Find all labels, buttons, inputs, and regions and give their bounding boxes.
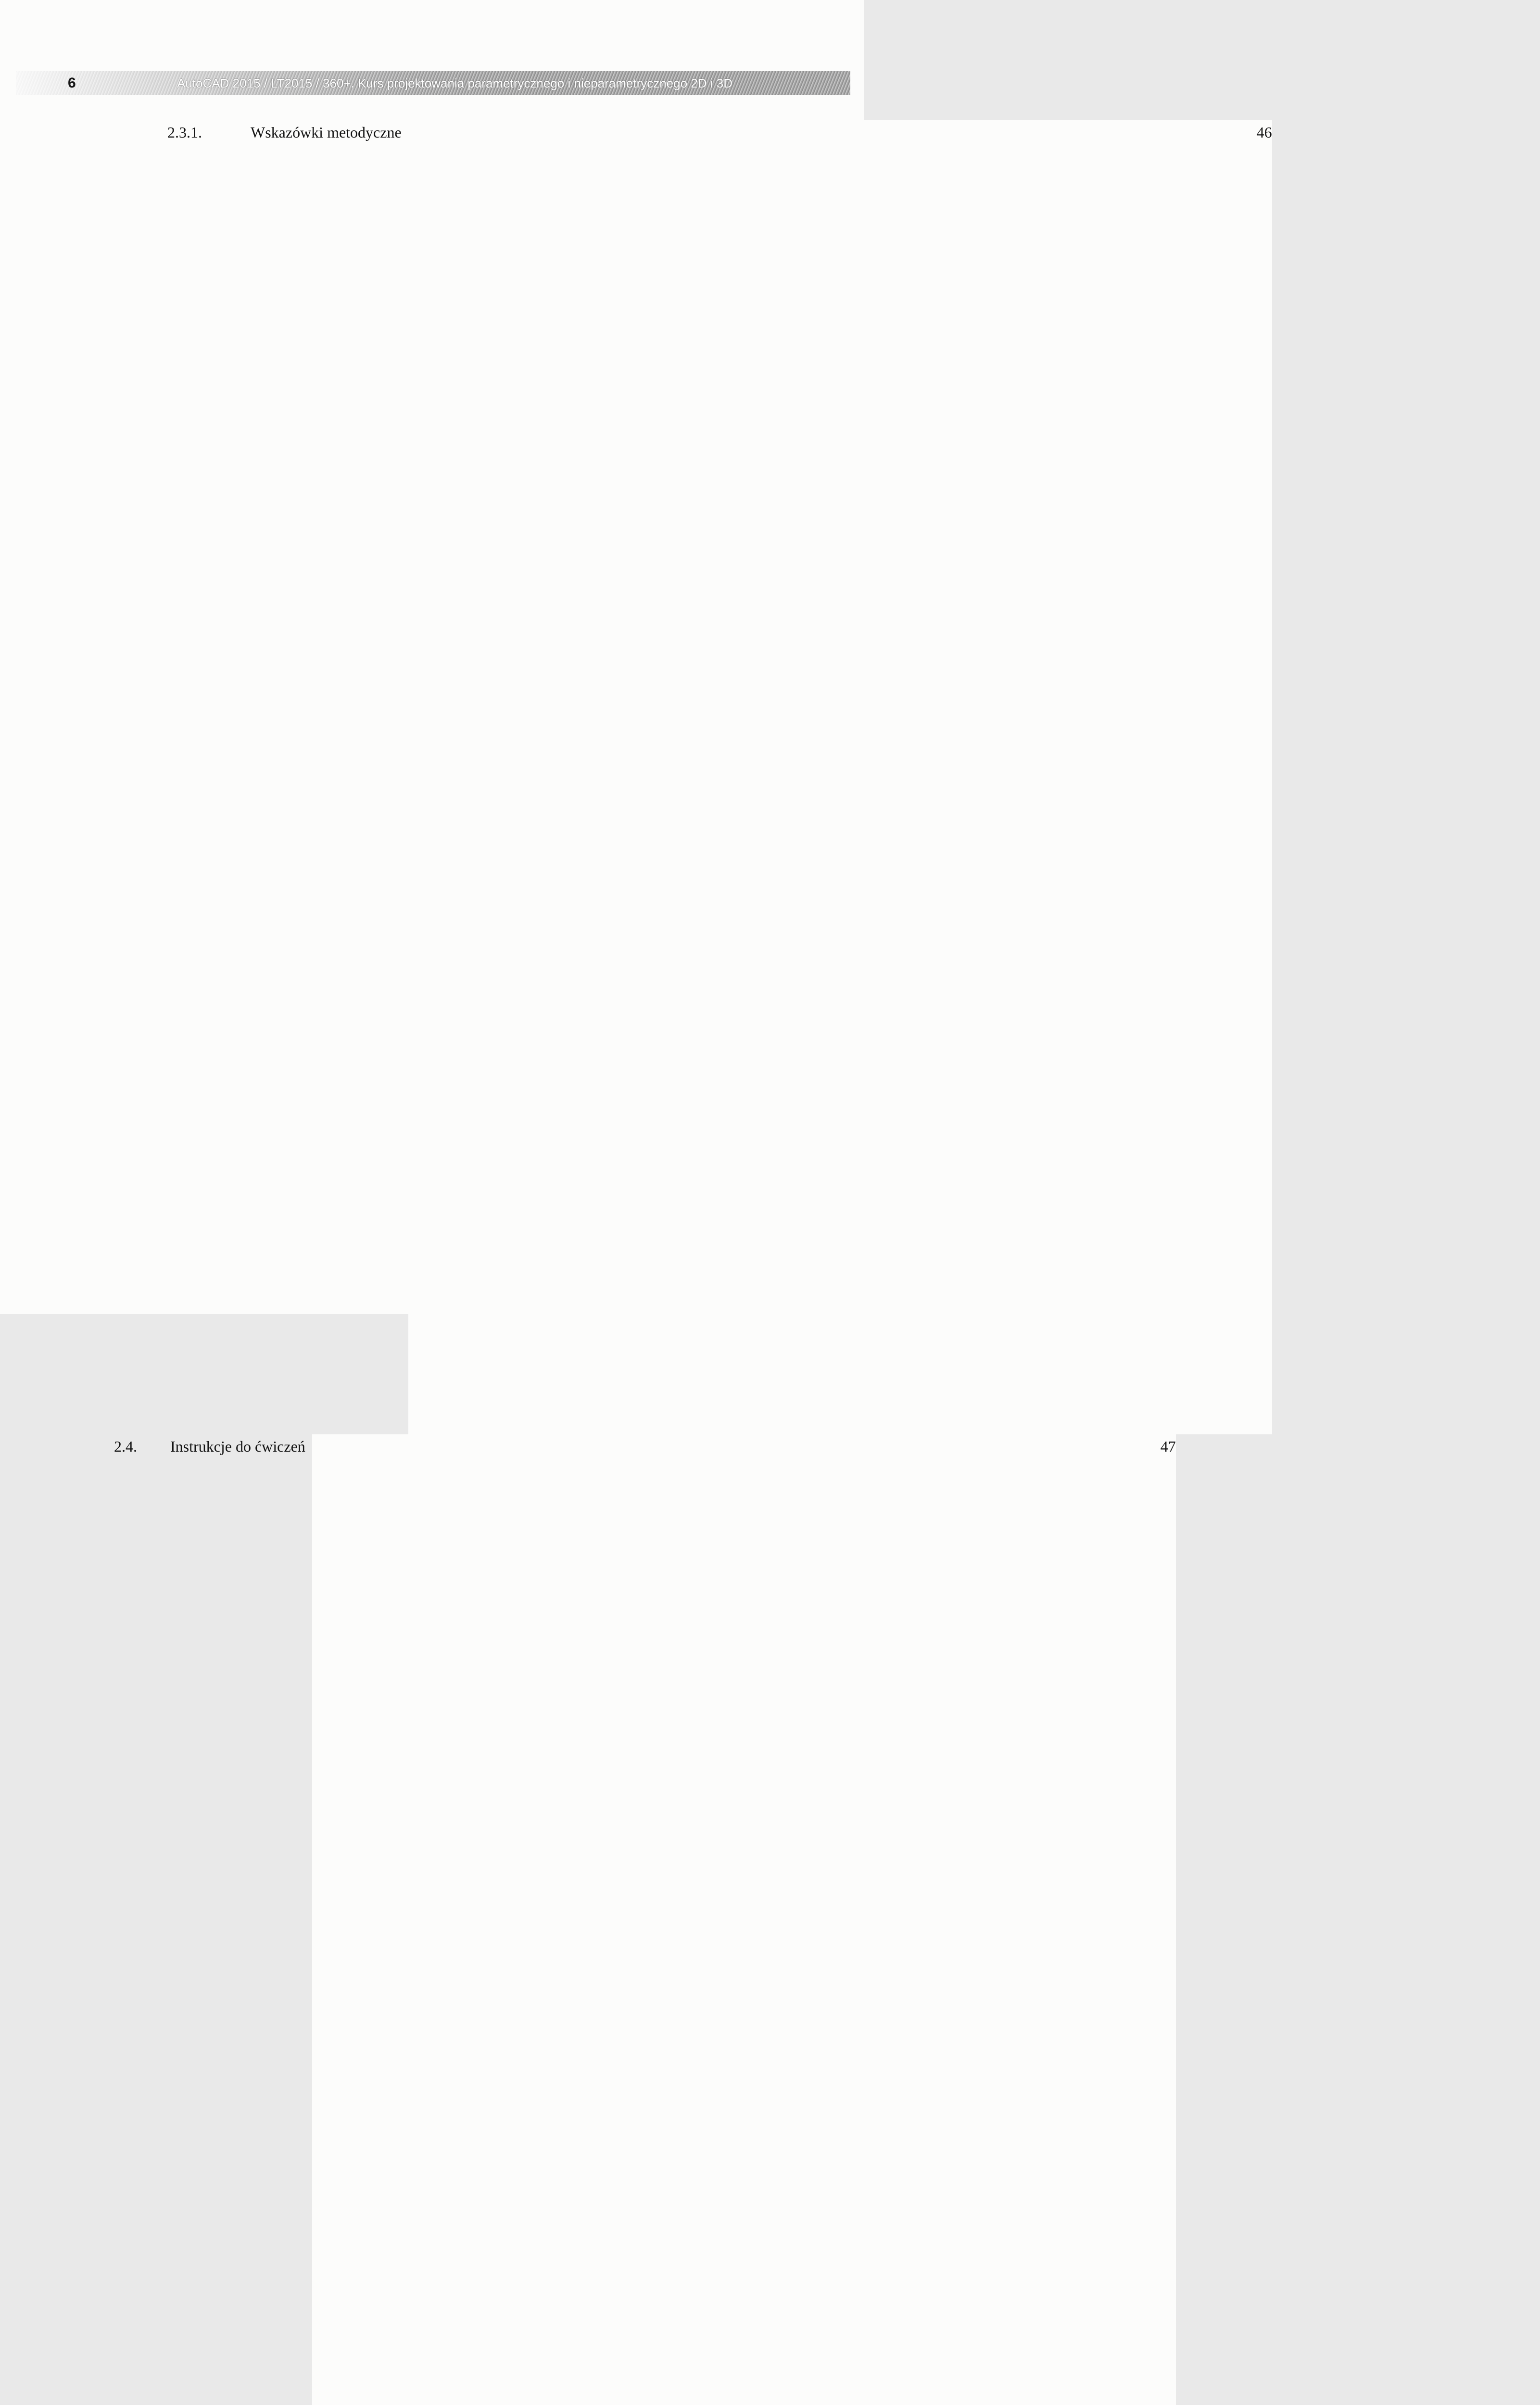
toc-entry-page: 46: [408, 120, 1272, 1434]
toc-entry: [75, 120, 1272, 1434]
toc-entry-title: Wskazówki metodyczne: [251, 124, 402, 141]
book-page: [0, 0, 1272, 1455]
running-header-title: AutoCAD 2015 / LT2015 / 360+. Kurs projektowania parametrycznego i nieparametrycznego 2D i 3D: [177, 76, 732, 90]
toc-entry-number: 2.4.: [114, 1438, 137, 1455]
table-of-contents: [75, 120, 1272, 2405]
toc-entry-page: 47: [312, 1434, 1176, 2405]
toc-entry-number: 2.3.1.: [167, 124, 202, 141]
toc-list: [75, 120, 1272, 2405]
toc-entry-title: Instrukcje do ćwiczeń: [170, 1438, 305, 1455]
page-number: 6: [68, 75, 76, 91]
toc-entry: [75, 1434, 1176, 2405]
running-header: [16, 71, 850, 95]
